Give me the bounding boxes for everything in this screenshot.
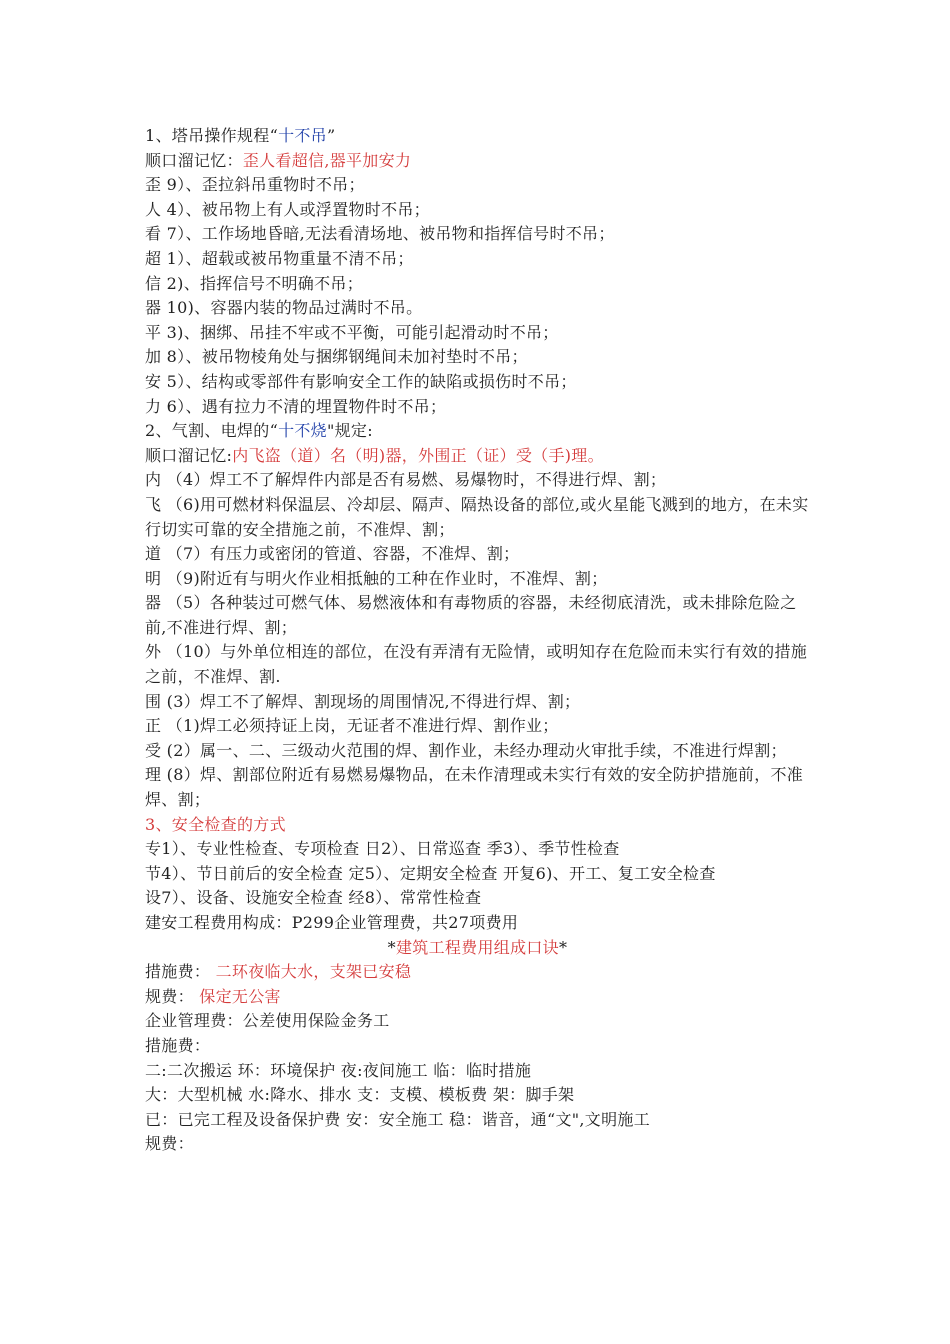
rule-line: 明 （9)附近有与明火作业相抵触的工种在作业时，不准焊、割；	[145, 568, 608, 588]
section2-mnemonic	[145, 444, 810, 469]
cost-label: 规费：	[145, 986, 194, 1006]
cost-intro: 建安工程费用构成：P299企业管理费，共27项费用	[145, 913, 519, 932]
rule-line: 超 1）、超载或被吊物重量不清不吊；	[145, 248, 414, 268]
section2-title-prefix: 2、气割、电焊的“	[145, 421, 279, 441]
cost-mnemonic: 保定无公害	[193, 986, 281, 1006]
mnemonic-text: 歪人看超信,器平加安力	[242, 150, 412, 170]
section2-title-suffix: "规定:	[326, 421, 373, 441]
rule-line: 看 7）、工作场地昏暗,无法看清场地、被吊物和指挥信号时不吊；	[145, 224, 615, 244]
heading-star-left: *	[387, 937, 396, 957]
cost-label: 措施费：	[145, 962, 211, 982]
rule-line: 加 8）、被吊物棱角处与捆绑钢绳间未加衬垫时不吊；	[145, 347, 528, 367]
cost-mnemonic-row	[145, 960, 810, 985]
inspection-line: 设7）、设备、设施安全检查 经8）、常常性检查	[145, 888, 482, 908]
section1-title-suffix: ”	[326, 126, 336, 145]
section1-title	[145, 124, 810, 149]
rule-line: 道 （7）有压力或密闭的管道、容器，不准焊、割；	[145, 544, 520, 564]
section2-title-keyword: 十不烧	[278, 421, 327, 441]
rule-line: 外 （10）与外单位相连的部位，在没有弄清有无险情，或明知存在危险而未实行有效的措施之前，不准焊、割.	[145, 642, 808, 687]
document-body	[145, 124, 810, 1157]
cost-line: 措施费：	[145, 1035, 211, 1055]
rule-line: 歪 9）、歪拉斜吊重物时不吊；	[145, 175, 365, 195]
rule-line: 飞 （6)用可燃材料保温层、冷却层、隔声、隔热设备的部位,或火星能飞溅到的地方，在未实行切实可靠的安全措施之前，不准焊、割；	[145, 494, 809, 539]
section1-title-keyword: 十不吊	[278, 126, 327, 145]
inspection-line: 节4）、节日前后的安全检查 定5）、定期安全检查 开复6)、开工、复工安全检查	[145, 863, 716, 883]
cost-heading	[145, 936, 810, 961]
rule-line: 人 4）、被吊物上有人或浮置物时不吊；	[145, 199, 430, 219]
rule-line: 平 3)、捆绑、吊挂不牢或不平衡，可能引起滑动时不吊；	[145, 322, 559, 342]
inspection-line: 专1）、专业性检查、专项检查 日2）、日常巡查 季3）、季节性检查	[145, 839, 620, 859]
rule-line: 信 2)、指挥信号不明确不吊；	[145, 273, 364, 293]
section1-mnemonic	[145, 149, 810, 174]
cost-line: 二:二次搬运 环：环境保护 夜:夜间施工 临：临时措施	[145, 1060, 532, 1080]
rule-line: 理 (8）焊、割部位附近有易燃易爆物品，在未作清理或未实行有效的安全防护措施前，不准焊、割；	[145, 765, 804, 810]
rule-line: 正 （1)焊工必须持证上岗，无证者不准进行焊、割作业；	[145, 716, 559, 736]
mnemonic-text: 内飞盗（道）名（明)器，外围正（证）受（手)理。	[232, 445, 604, 465]
section2-title	[145, 419, 810, 444]
rule-line: 安 5）、结构或零部件有影响安全工作的缺陷或损伤时不吊；	[145, 371, 577, 391]
cost-line: 规费：	[145, 1134, 194, 1154]
cost-line: 大：大型机械 水:降水、排水 支：支模、模板费 架：脚手架	[145, 1085, 575, 1105]
rule-line: 内 （4）焊工不了解焊件内部是否有易燃、易爆物时，不得进行焊、割；	[145, 470, 667, 490]
rule-line: 受 (2）属一、二、三级动火范围的焊、割作业，未经办理动火审批手续，不准进行焊割；	[145, 740, 787, 760]
heading-text: 建筑工程费用组成口诀	[395, 937, 559, 957]
mnemonic-label: 顺口溜记忆:	[145, 445, 233, 465]
mnemonic-label: 顺口溜记忆：	[145, 150, 243, 170]
section3-title: 3、安全检查的方式	[145, 814, 286, 834]
heading-star-right: *	[559, 937, 568, 957]
rule-line: 力 6）、遇有拉力不清的埋置物件时不吊；	[145, 396, 447, 416]
cost-line: 已：已完工程及设备保护费 安：安全施工 稳：谐音，通“文",文明施工	[145, 1109, 650, 1129]
cost-mnemonic-row	[145, 985, 810, 1010]
section1-title-prefix: 1、塔吊操作规程“	[145, 126, 279, 145]
cost-line: 企业管理费：公差使用保险金务工	[145, 1011, 390, 1031]
cost-mnemonic: 二环夜临大水，支架已安稳	[210, 962, 412, 982]
rule-line: 围 (3）焊工不了解焊、割现场的周围情况,不得进行焊、割；	[145, 691, 581, 711]
rule-line: 器 10)、容器内装的物品过满时不吊。	[145, 298, 423, 318]
rule-line: 器 （5）各种装过可燃气体、易燃液体和有毒物质的容器，未经彻底清洗，或未排除危险之前,不准进行焊、割；	[145, 593, 797, 637]
